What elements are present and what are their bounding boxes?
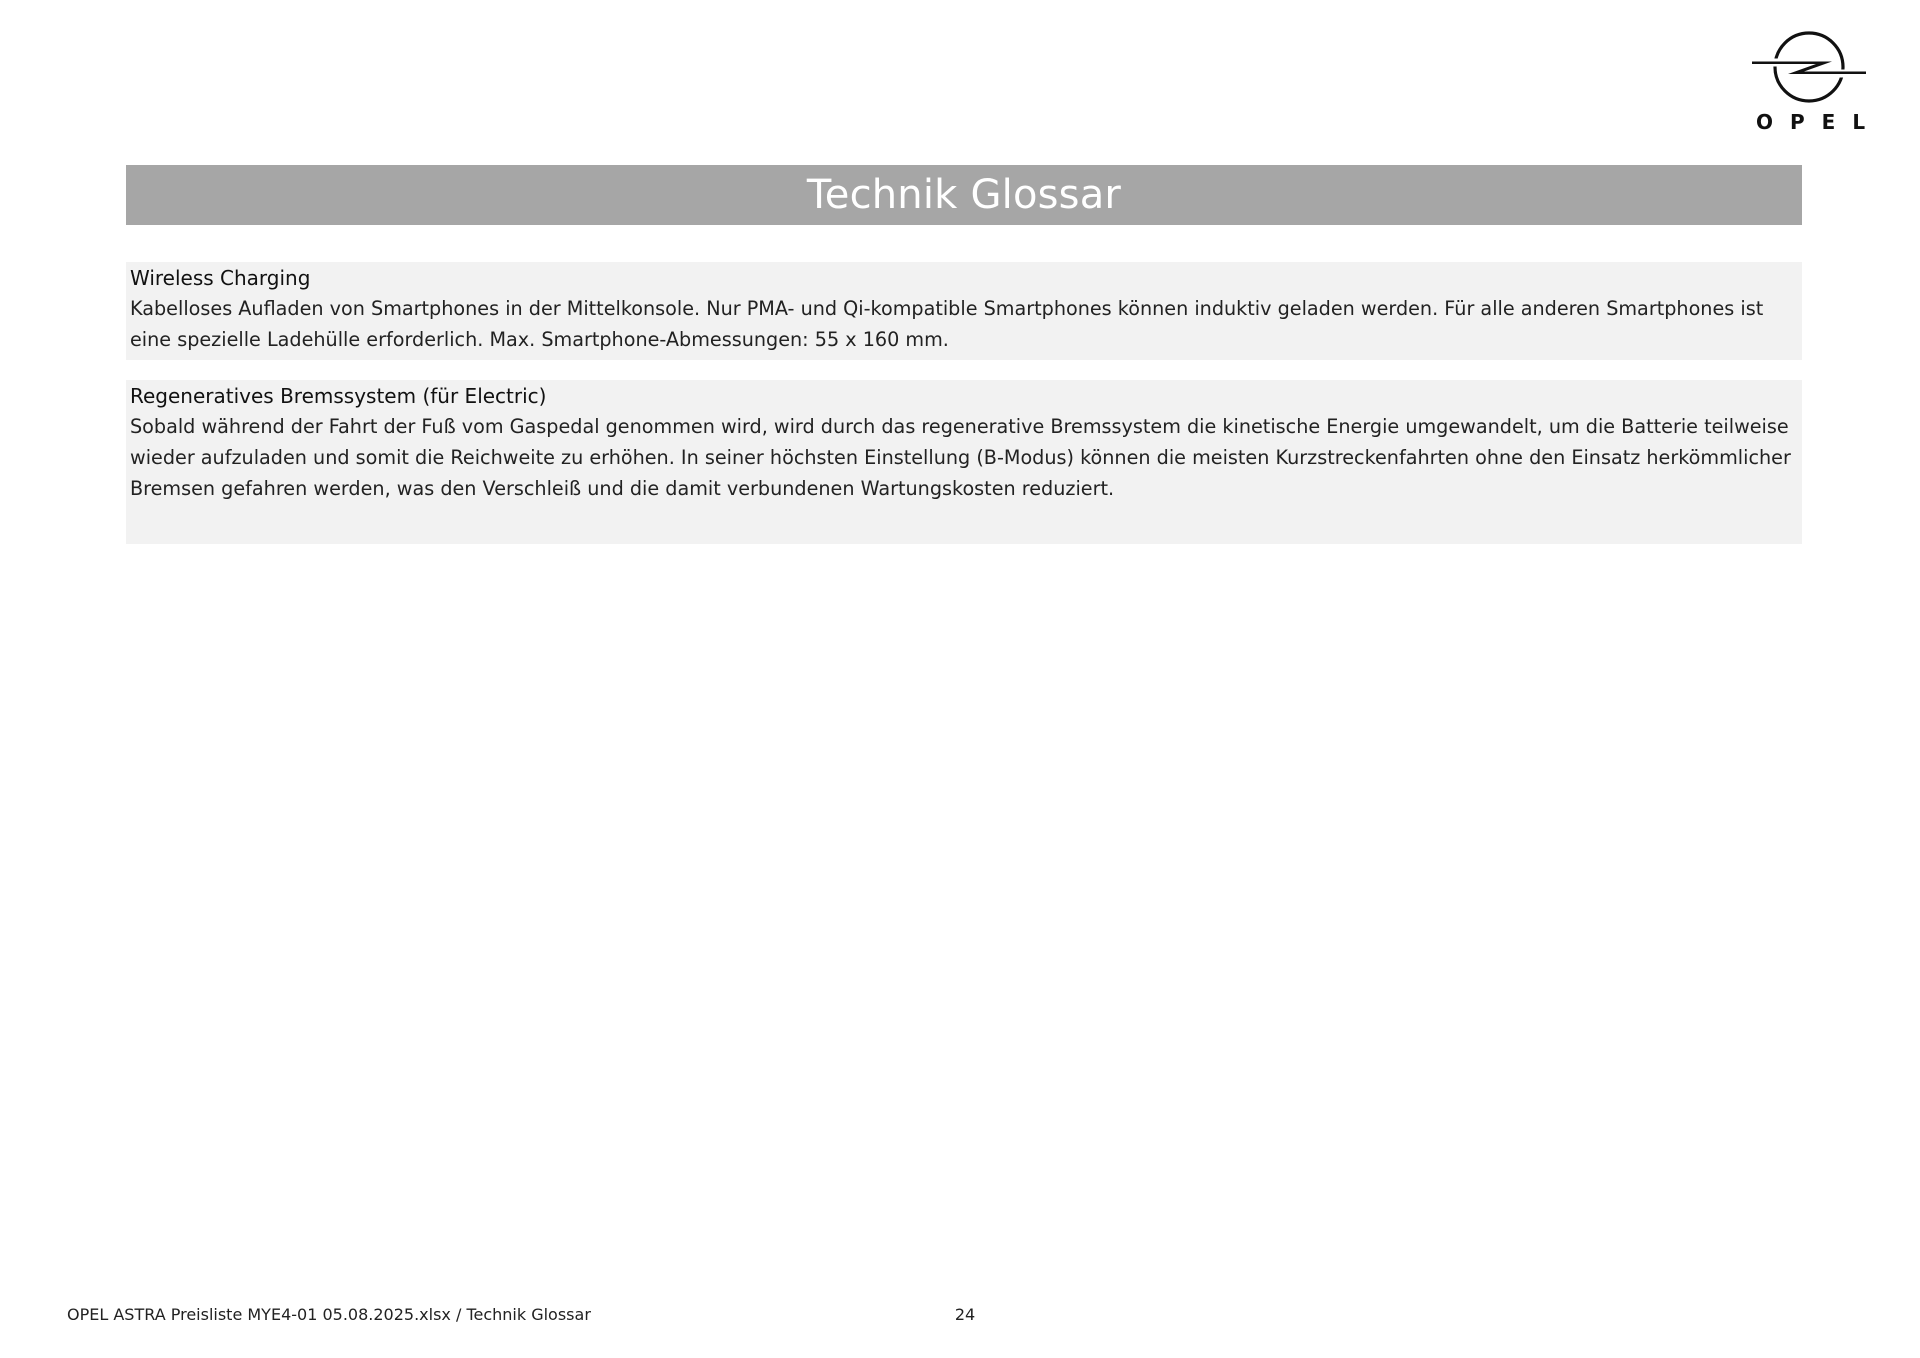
glossary-description: Sobald während der Fahrt der Fuß vom Gaspedal genommen wird, wird durch das regenerative Bremssystem die kinetische Energie umgewandelt, um die Batterie teilweise wieder aufzuladen und somit die Reichweite zu erhöhen. In seiner höchsten Einstellung (B-Modus) können die meisten Kurzstreckenfahrten ohne den Einsatz herkömmlicher Bremsen gefahren werden, was den Verschleiß und die damit verbundenen Wartungskosten reduziert.	[130, 415, 1791, 500]
opel-wordmark: OPEL	[1756, 110, 1883, 134]
glossary-description: Kabelloses Aufladen von Smartphones in der Mittelkonsole. Nur PMA- und Qi-kompatible Smartphones können induktiv geladen werden. Für alle anderen Smartphones ist eine spezielle Ladehülle erforderlich. Max. Smartphone-Abmessungen: 55 x 160 mm.	[130, 297, 1764, 351]
opel-blitz-logo-icon	[1746, 28, 1872, 108]
glossary-term: Regeneratives Bremssystem (für Electric)	[130, 384, 547, 408]
footer-page-number: 24	[954, 1305, 976, 1324]
glossary-entry-wireless-charging	[126, 262, 1802, 360]
opel-logo	[1746, 28, 1883, 138]
title-bar	[126, 165, 1802, 225]
page-title: Technik Glossar	[806, 172, 1122, 218]
glossary-term: Wireless Charging	[130, 266, 311, 290]
glossary-entry-regenerative-braking	[126, 380, 1802, 544]
footer-document-label: OPEL ASTRA Preisliste MYE4-01 05.08.2025.xlsx / Technik Glossar	[67, 1305, 591, 1324]
